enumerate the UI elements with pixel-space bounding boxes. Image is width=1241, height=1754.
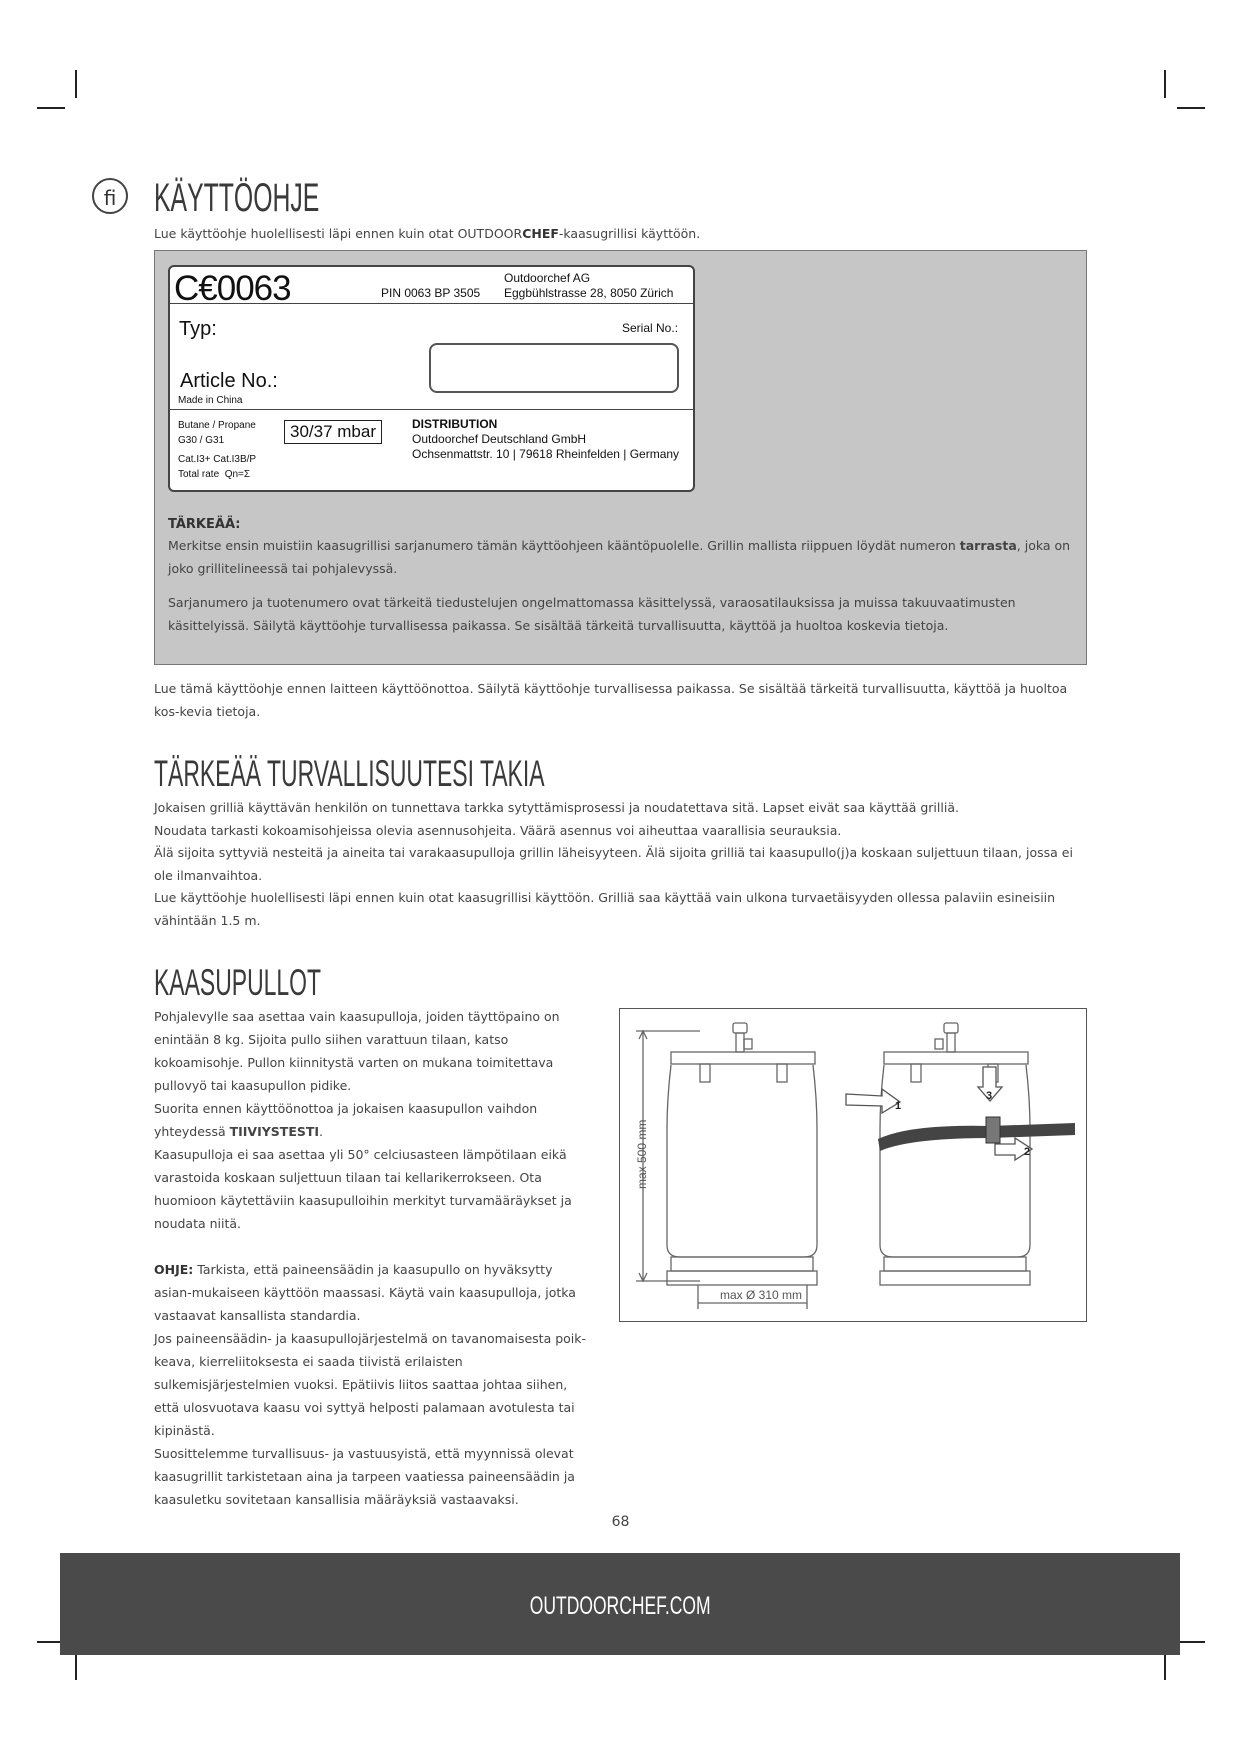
gas-cylinder-figure (619, 1008, 1087, 1322)
gas-type: Butane / Propane (178, 420, 256, 431)
safety-para: Noudata tarkasti kokoamisohjeissa olevia asennusohjeita. Väärä asennus voi aiheuttaa vaarallisia seurauksia. (154, 822, 842, 838)
cylinders-para: Pohjalevylle saa asettaa vain kaasupulloja, joiden täyttöpaino on enintään 8 kg. Sijoita pullo siihen varattuun tilaan, katso kokoamisohje. Pullon kiinnitystä varten on mukana toimitettava pullovyö tai kaasupullon pidike. (154, 1009, 560, 1093)
company-name: Outdoorchef AG (504, 271, 591, 285)
cylinders-heading: KAASUPULLOT (154, 962, 322, 1003)
safety-para: Jokaisen grilliä käyttävän henkilön on tunnettava tarkka sytyttämisprosessi ja noudatettava sitä. Lapset eivät saa käyttää grilliä. (154, 800, 959, 815)
serial-number-field (429, 343, 679, 393)
step-3-label: 3 (986, 1090, 993, 1102)
height-dimension-label: max 500 mm (635, 1119, 649, 1189)
crop-mark (1164, 70, 1166, 98)
width-dimension-label: max Ø 310 mm (720, 1288, 803, 1302)
distribution-company: Outdoorchef Deutschland GmbH (412, 432, 587, 446)
cylinders-text (154, 1005, 594, 1511)
distribution-title: DISTRIBUTION (412, 417, 498, 431)
pin-number: PIN 0063 BP 3505 (381, 286, 481, 300)
safety-text (154, 797, 1089, 932)
important-para-1: Merkitse ensin muistiin kaasugrillisi sarjanumero tämän käyttöohjeen kääntöpuolelle. Grillin mallista riippuen löydät numeron tarrasta, joka on joko grillitelineessä tai pohjalevyssä. (168, 538, 1071, 576)
company-address: Eggbühlstrasse 28, 8050 Zürich (504, 286, 674, 300)
total-rate-label: Total rate Qn=Σ (178, 469, 251, 480)
important-para-2: Sarjanumero ja tuotenumero ovat tärkeitä tiedustelujen ongelmattomassa käsittelyssä, varaosatilauksissa ja muissa takuuvaatimusten käsittelyissä. Säilytä käyttöohje turvallisessa paikassa. Se sisältää tärkeitä turvallisuutta, käyttöä ja huoltoa koskevia tietoja. (168, 595, 1016, 633)
page-number: 68 (611, 1514, 630, 1530)
safety-para: Lue käyttöohje huolellisesti läpi ennen kuin otat kaasugrillisi käyttöön. Grilliä saa käyttää vain ulkona turvaetäisyyden ollessa palaviin esineisiin vähintään 1.5 m. (154, 890, 1056, 928)
cylinders-para: Suorita ennen käyttöönottoa ja jokaisen kaasupullon vaihdon yhteydessä TIIVIYSTESTI. (154, 1101, 538, 1139)
safety-para: Älä sijoita syttyviä nesteitä ja aineita tai varakaasupulloja grillin läheisyyteen. Älä sijoita grilliä tai kaasupullo(j)a koskaan suljettuun tilaan, jossa ei ole ilmanvaihtoa. (154, 845, 1073, 883)
important-title: TÄRKEÄÄ: (168, 517, 241, 532)
crop-mark (75, 70, 77, 98)
ce-mark: C€0063 (174, 269, 291, 308)
article-label: Article No.: (180, 370, 278, 392)
read-note: Lue tämä käyttöohje ennen laitteen käyttöönottoa. Säilytä käyttöohje turvallisessa paikassa. Se sisältää tärkeitä turvallisuutta, käyttöä ja huoltoa kos-kevia tietoja. (154, 681, 1068, 719)
crop-mark (1177, 107, 1205, 109)
crop-mark (1164, 1652, 1166, 1680)
gas-cylinder-illustration (620, 1009, 1088, 1323)
made-in-label: Made in China (178, 395, 243, 406)
page-title: KÄYTTÖOHJE (154, 176, 320, 220)
category-label: Cat.I3+ Cat.I3B/P (178, 454, 257, 465)
crop-mark (75, 1652, 77, 1680)
rating-plate (168, 265, 695, 492)
crop-mark (1177, 1641, 1205, 1643)
crop-mark (37, 107, 65, 109)
language-badge: fi (92, 178, 128, 214)
safety-heading: TÄRKEÄÄ TURVALLISUUTESI TAKIA (154, 753, 545, 794)
pressure-box: 30/37 mbar (284, 420, 382, 444)
footer-website: OUTDOORCHEF.COM (529, 1592, 711, 1620)
cylinders-para: Suosittelemme turvallisuus- ja vastuusyistä, että myynnissä olevat kaasugrillit tarkistetaan aina ja tarpeen vaatiessa paineensäädin ja kaasuletku sovitetaan kansallisia määräyksiä vastaavaksi. (154, 1446, 575, 1507)
gas-codes: G30 / G31 (178, 435, 225, 446)
serial-label: Serial No.: (622, 321, 679, 335)
type-label: Typ: (179, 318, 217, 340)
cylinders-para: Kaasupulloja ei saa asettaa yli 50° celciusasteen lämpötilaan eikä varastoida koskaan suljettuun tilaan tai kellarikerrokseen. Ota huomioon käytettäviin kaasupulloihin merkityt turvamääräykset ja noudata niitä. (154, 1147, 572, 1231)
cylinders-para: Jos paineensäädin- ja kaasupullojärjestelmä on tavanomaisesta poik-keava, kierreliitoksesta ei saada tiivistä erilaisten sulkemisjärjestelmien vuoksi. Epätiivis liitos saattaa johtaa siihen, että ulosvuotava kaasu voi syttyä helposti palamaan avotulesta tai kipinästä. (154, 1331, 587, 1438)
footer-bar (60, 1553, 1180, 1655)
step-2-label: 2 (1024, 1146, 1031, 1158)
cylinders-note: OHJE: Tarkista, että paineensäädin ja kaasupullo on hyväksytty asian-mukaiseen käyttöön maassasi. Käytä vain kaasupulloja, jotka vastaavat kansallista standardia. (154, 1262, 576, 1323)
step-1-label: 1 (895, 1100, 902, 1112)
intro-text: Lue käyttöohje huolellisesti läpi ennen kuin otat OUTDOORCHEF-kaasugrillisi käyttöön. (154, 226, 701, 241)
distribution-address: Ochsenmattstr. 10 | 79618 Rheinfelden | Germany (412, 447, 680, 461)
